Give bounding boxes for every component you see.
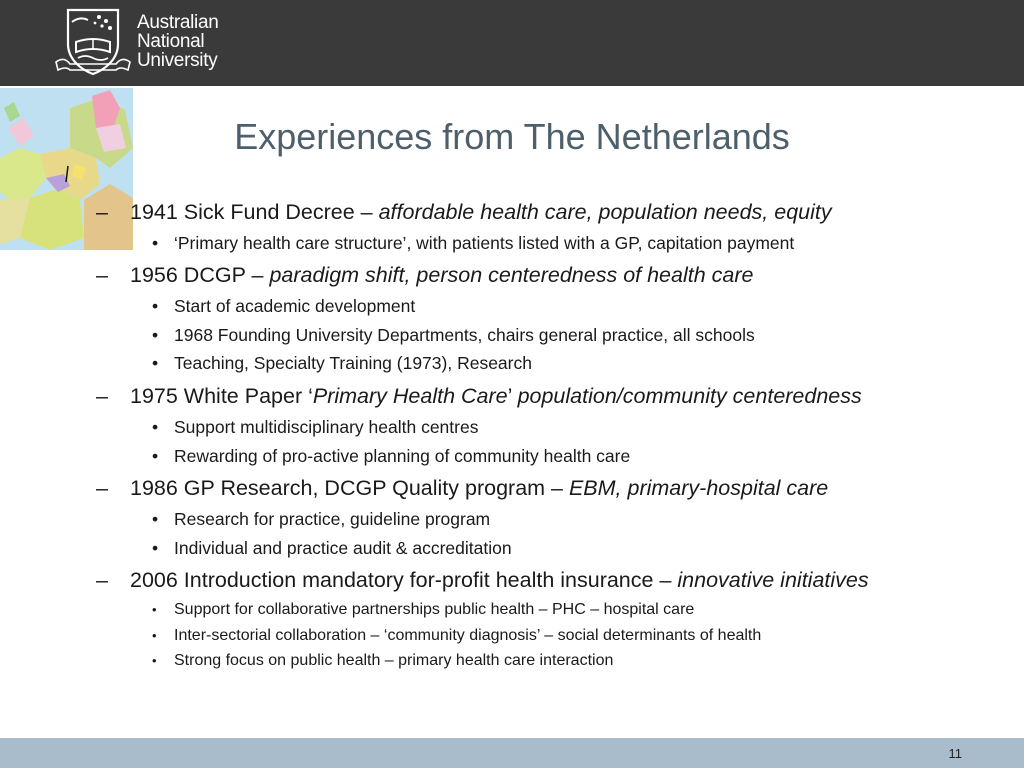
slide-title: Experiences from The Netherlands xyxy=(234,116,790,157)
bullet-icon: • xyxy=(152,353,159,373)
university-crest-icon xyxy=(54,8,132,78)
bullet-icon: • xyxy=(152,296,159,316)
item-text: 2006 Introduction mandatory for-profit health insurance – innovative initiatives xyxy=(130,568,869,592)
sub-bullet-text: Teaching, Specialty Training (1973), Research xyxy=(174,353,532,373)
sub-bullet-text: Strong focus on public health – primary health care interaction xyxy=(174,652,614,669)
sub-bullet-text: Individual and practice audit & accreditation xyxy=(174,538,512,558)
footer-bar xyxy=(0,738,1024,768)
logo-line-2: National xyxy=(137,31,205,52)
sub-bullet-text: Support for collaborative partnerships public health – PHC – hospital care xyxy=(174,601,695,618)
item-text: 1941 Sick Fund Decree – affordable health care, population needs, equity xyxy=(130,200,832,224)
bullet-icon: • xyxy=(152,417,159,437)
bullet-icon: • xyxy=(152,538,159,558)
logo-line-1: Australian xyxy=(137,12,219,33)
page-number: 11 xyxy=(948,746,962,761)
sub-bullet-text: Inter-sectorial collaboration – ‘community diagnosis’ – social determinants of health xyxy=(174,627,762,644)
sub-bullet-text: 1968 Founding University Departments, chairs general practice, all schools xyxy=(174,325,755,345)
logo-line-3: University xyxy=(137,50,218,71)
header-bar xyxy=(0,0,1024,86)
dash-marker: – xyxy=(96,200,108,224)
sub-bullet-text: Research for practice, guideline program xyxy=(174,509,491,529)
sub-bullet-text: Rewarding of pro-active planning of community health care xyxy=(174,446,631,466)
bullet-icon: • xyxy=(152,509,159,529)
item-text: 1975 White Paper ‘Primary Health Care’ population/community centeredness xyxy=(130,384,862,408)
sub-bullet-text: ‘Primary health care structure’, with patients listed with a GP, capitation payment xyxy=(174,233,795,253)
bullet-icon: • xyxy=(152,325,159,345)
bullet-icon: • xyxy=(152,628,157,643)
bullet-icon: • xyxy=(152,446,159,466)
university-logo-text xyxy=(137,13,219,70)
dash-marker: – xyxy=(96,568,108,592)
bullet-icon: • xyxy=(152,602,157,617)
sub-bullet-text: Start of academic development xyxy=(174,296,416,316)
europe-map-image xyxy=(0,88,133,250)
dash-marker: – xyxy=(96,384,108,408)
bullet-icon: • xyxy=(152,233,159,253)
item-text: 1956 DCGP – paradigm shift, person centeredness of health care xyxy=(130,263,754,287)
item-text: 1986 GP Research, DCGP Quality program – EBM, primary-hospital care xyxy=(130,476,829,500)
dash-marker: – xyxy=(96,476,108,500)
dash-marker: – xyxy=(96,263,108,287)
bullet-icon: • xyxy=(152,653,157,668)
sub-bullet-text: Support multidisciplinary health centres xyxy=(174,417,479,437)
